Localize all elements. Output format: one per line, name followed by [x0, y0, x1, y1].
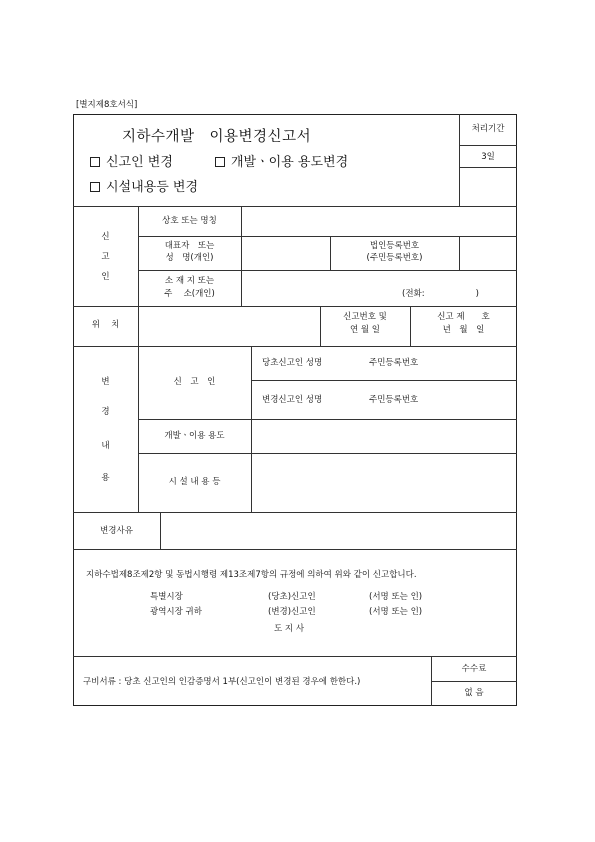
report-number-line2: 년 월 일 — [442, 325, 485, 335]
changed-reporter-label: 신 고 인 — [173, 377, 216, 387]
rule — [73, 346, 517, 347]
corp-number-label-line1: 법인등록번호 — [369, 241, 420, 251]
changes-section-label-4: 용 — [101, 473, 110, 483]
rule — [138, 236, 517, 237]
rule — [73, 206, 517, 207]
rule — [138, 270, 517, 271]
checkbox-icon[interactable] — [90, 157, 100, 167]
form-title: 지하수개발 이용변경신고서 — [122, 129, 312, 145]
processing-period-label: 처리기간 — [471, 124, 505, 134]
report-number-label-line2: 연 월 일 — [349, 325, 381, 335]
rule — [73, 306, 517, 307]
rule — [251, 380, 517, 381]
checkbox-use-change[interactable]: 개발ㆍ이용 용도변경 — [215, 155, 348, 171]
changes-section-label-3: 내 — [101, 441, 110, 451]
changes-section-label-2: 경 — [101, 407, 110, 417]
change-reason-label: 변경사유 — [100, 526, 133, 536]
required-documents: 구비서류 : 당초 신고인의 인감증명서 1부(신고인이 변경된 경우에 한한다.) — [83, 677, 361, 687]
rule — [251, 346, 252, 512]
processing-period-value: 3일 — [481, 152, 495, 162]
trade-name-label: 상호 또는 명칭 — [162, 216, 217, 226]
form-number: [별지제8호서식] — [76, 100, 138, 110]
rule — [241, 206, 242, 306]
changed-reporter-id-label: 주민등록번호 — [369, 395, 419, 405]
reporter-section-label-3: 인 — [101, 272, 110, 282]
checkbox-reporter-change[interactable]: 신고인 변경 — [90, 155, 173, 171]
fee-label: 수수료 — [461, 664, 487, 674]
rule — [160, 512, 161, 549]
recipient-special-city: 특별시장 — [150, 592, 183, 602]
fee-value: 없 음 — [464, 688, 484, 698]
rule — [431, 681, 517, 682]
rule — [459, 236, 460, 270]
corp-number-label-line2: (주민등록번호) — [366, 253, 423, 263]
rule — [459, 145, 517, 146]
rule — [138, 419, 517, 420]
checkbox-facility-change[interactable]: 시설내용등 변경 — [90, 180, 198, 196]
address-label-line1: 소 재 지 또는 — [164, 276, 215, 286]
changes-section-label-1: 변 — [101, 377, 110, 387]
rule — [73, 549, 517, 550]
recipient-metro-city: 광역시장 귀하 — [150, 607, 202, 617]
address-label-line2: 주 소(개인) — [164, 289, 215, 299]
reporter-section-label-1: 신 — [101, 232, 110, 242]
signature-or-seal-1: (서명 또는 인) — [369, 592, 423, 602]
checkbox-icon[interactable] — [215, 157, 225, 167]
representative-label-line2: 성 명(개인) — [165, 253, 214, 263]
rule — [138, 453, 517, 454]
reporter-section-label-2: 고 — [101, 252, 110, 262]
original-reporter-id-label: 주민등록번호 — [369, 358, 419, 368]
facility-details-label: 시 설 내 용 등 — [168, 477, 221, 487]
use-purpose-label: 개발ㆍ이용 용도 — [164, 431, 225, 441]
rule — [73, 512, 517, 513]
phone-field-label: (전화: ) — [402, 289, 479, 299]
report-number-line1: 신고 제 호 — [437, 312, 490, 322]
rule — [459, 167, 517, 168]
signature-or-seal-2: (서명 또는 인) — [369, 607, 423, 617]
location-label: 위 치 — [91, 320, 120, 330]
recipient-province-governor: 도 지 사 — [274, 624, 305, 634]
representative-label-line1: 대표자 또는 — [164, 241, 215, 251]
original-reporter-sign-label: (당초)신고인 — [268, 592, 316, 602]
rule — [73, 656, 517, 657]
changed-reporter-name-label: 변경신고인 성명 — [262, 395, 323, 405]
original-reporter-name-label: 당초신고인 성명 — [262, 358, 323, 368]
report-number-label-line1: 신고번호 및 — [343, 312, 387, 322]
declaration-text: 지하수법제8조제2항 및 동법시행령 제13조제7항의 규정에 의하여 위와 같이 신고합니다. — [86, 570, 417, 580]
checkbox-icon[interactable] — [90, 182, 100, 192]
changed-reporter-sign-label: (변경)신고인 — [268, 607, 316, 617]
